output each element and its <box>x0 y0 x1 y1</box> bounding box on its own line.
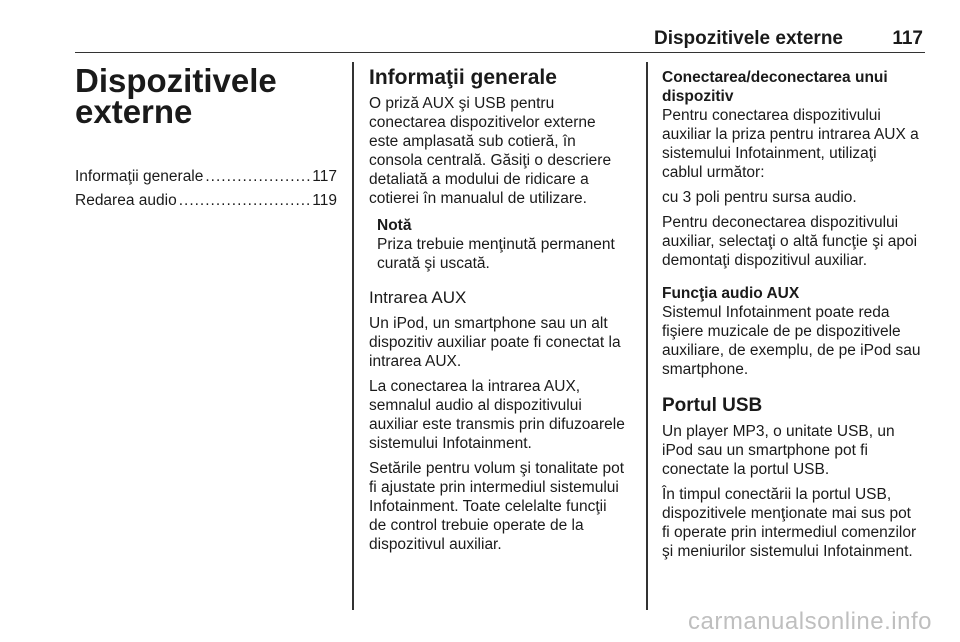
heading-usb-port: Portul USB <box>662 395 763 416</box>
column-connection <box>662 60 930 567</box>
toc-leader-dots <box>179 191 311 210</box>
page-header <box>75 26 925 53</box>
column-divider-right <box>646 62 648 610</box>
intro-paragraph: O priză AUX şi USB pentru conectarea dispozitivelor externe este amplasată sub cotieră, în consola centrală. Găsiţi o descriere detaliată a modului de ridicare a cotierei în manualul de utilizare. <box>369 95 612 207</box>
column-general-info <box>369 60 634 560</box>
connect-paragraph-3: Pentru deconectarea dispozitivului auxiliar, selectaţi o altă funcţie şi apoi demontaţi dispozitivul auxiliar. <box>662 214 918 269</box>
note-text: Priza trebuie menţinută permanent curată şi uscată. <box>377 236 615 272</box>
heading-aux-audio-function: Funcţia audio AUX <box>662 285 800 302</box>
table-of-contents <box>75 167 337 215</box>
page-number: 117 <box>892 28 923 49</box>
note-box <box>377 216 634 273</box>
connect-paragraph-1: Pentru conectarea dispozitivului auxiliar la priza pentru intrarea AUX a sistemului Infotainment, utilizaţi cablul următor: <box>662 107 919 181</box>
watermark: carmanualsonline.info <box>688 608 932 635</box>
toc-leader-dots <box>205 167 310 186</box>
usb-paragraph-2: În timpul conectării la portul USB, dispozitivele menţionate mai sus pot fi operate prin intermediul comenzilor şi meniurilor sistemului Infotainment. <box>662 486 917 560</box>
column-chapter <box>75 60 337 215</box>
note-title: Notă <box>377 217 412 234</box>
toc-entry-audio-playback[interactable]: Redarea audio ..... 119 <box>75 191 337 215</box>
chapter-title: Dispozitivele externe <box>75 62 277 130</box>
heading-aux-input: Intrarea AUX <box>369 288 467 307</box>
running-title: Dispozitivele externe <box>653 28 843 49</box>
usb-paragraph-1: Un player MP3, o unitate USB, un iPod sau un smartphone pot fi conectate la portul USB. <box>662 423 895 478</box>
toc-entry-general-info[interactable]: Informaţii generale ..... 117 <box>75 167 337 191</box>
section-title-general-info: Informaţii generale <box>369 66 557 89</box>
aux-paragraph-1: Un iPod, un smartphone sau un alt dispozitiv auxiliar poate fi conectat la intrarea AUX. <box>369 315 621 370</box>
column-divider-left <box>352 62 354 610</box>
heading-connect-disconnect: Conectarea/deconectarea unui dispozitiv <box>662 69 888 105</box>
aux-paragraph-2: La conectarea la intrarea AUX, semnalul audio al dispozitivului auxiliar este transmis prin difuzoarele sistemului Infotainment. <box>369 378 625 452</box>
aux-function-paragraph: Sistemul Infotainment poate reda fişiere muzicale de pe dispozitivele auxiliare, de exemplu, de pe iPod sau smartphone. <box>662 304 921 378</box>
connect-paragraph-2: cu 3 poli pentru sursa audio. <box>662 189 857 206</box>
aux-paragraph-3: Setările pentru volum şi tonalitate pot fi ajustate prin intermediul sistemului Infotainment. Toate celelalte funcţii de control trebuie operate de la dispozitivul auxiliar. <box>369 460 625 553</box>
